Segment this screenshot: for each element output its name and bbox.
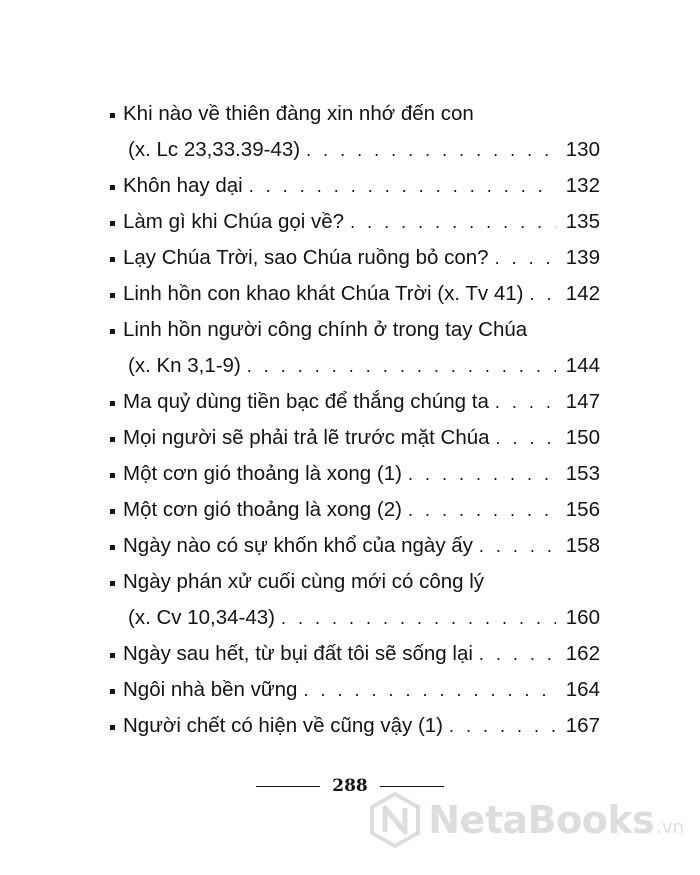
toc-line xyxy=(110,672,600,708)
toc-entry xyxy=(110,240,600,276)
bullet-square-icon xyxy=(110,401,115,406)
toc-entry xyxy=(110,528,600,564)
toc-entry xyxy=(110,96,600,168)
toc-line xyxy=(110,600,600,636)
bullet-square-icon xyxy=(110,293,115,298)
toc-entry xyxy=(110,672,600,708)
toc-entry-title: Lạy Chúa Trời, sao Chúa ruồng bỏ con? xyxy=(123,246,489,269)
watermark-brand: NetaBooks xyxy=(428,798,655,842)
toc-entry-title: Khi nào về thiên đàng xin nhớ đến con xyxy=(123,102,474,125)
watermark xyxy=(370,792,684,848)
bullet-square-icon xyxy=(110,509,115,514)
toc-entry-title: Khôn hay dại xyxy=(123,174,243,197)
toc-entry-title: Làm gì khi Chúa gọi về? xyxy=(123,210,345,233)
toc-page-number: 164 xyxy=(565,678,600,701)
toc-entry-title: Một cơn gió thoảng là xong (2) xyxy=(123,498,402,521)
dot-leader xyxy=(495,384,556,420)
netabooks-n-logo-icon xyxy=(370,792,420,848)
toc-line xyxy=(110,564,600,600)
dot-leader xyxy=(249,168,556,204)
bullet-square-icon xyxy=(110,221,115,226)
toc-line xyxy=(110,348,600,384)
toc-entry xyxy=(110,384,600,420)
toc-page-number: 130 xyxy=(565,138,600,161)
dot-leader xyxy=(281,600,556,636)
toc-line xyxy=(110,204,600,240)
toc-entry xyxy=(110,276,600,312)
bullet-square-icon xyxy=(110,653,115,658)
toc-entry-title: Ma quỷ dùng tiền bạc để thắng chúng ta xyxy=(123,390,489,413)
toc-entry-title: Linh hồn con khao khát Chúa Trời (x. Tv 41) xyxy=(123,282,524,305)
toc-line xyxy=(110,96,600,132)
dot-leader xyxy=(496,420,556,456)
toc-line xyxy=(110,636,600,672)
toc-page-number: 135 xyxy=(565,210,600,233)
dot-leader xyxy=(306,132,556,168)
toc-page-number: 139 xyxy=(565,246,600,269)
page-number: 288 xyxy=(332,776,368,796)
toc-entry-title: (x. Cv 10,34-43) xyxy=(128,606,275,629)
toc-entry xyxy=(110,168,600,204)
footer-rule-left xyxy=(256,786,320,787)
bullet-square-icon xyxy=(110,689,115,694)
toc-entry-title: (x. Kn 3,1-9) xyxy=(128,354,241,377)
bullet-square-icon xyxy=(110,257,115,262)
table-of-contents xyxy=(110,96,600,744)
toc-entry-title: Mọi người sẽ phải trả lẽ trước mặt Chúa xyxy=(123,426,490,449)
dot-leader xyxy=(530,276,556,312)
toc-line xyxy=(110,708,600,744)
toc-line xyxy=(110,312,600,348)
toc-entry xyxy=(110,456,600,492)
toc-line xyxy=(110,276,600,312)
toc-entry xyxy=(110,204,600,240)
dot-leader xyxy=(479,636,556,672)
bullet-square-icon xyxy=(110,581,115,586)
toc-line xyxy=(110,168,600,204)
toc-line xyxy=(110,132,600,168)
dot-leader xyxy=(247,348,556,384)
bullet-square-icon xyxy=(110,113,115,118)
toc-page-number: 158 xyxy=(565,534,600,557)
toc-entry-title: (x. Lc 23,33.39-43) xyxy=(128,138,301,161)
watermark-suffix: .vn xyxy=(656,816,684,838)
toc-line xyxy=(110,240,600,276)
toc-entry-title: Ngày nào có sự khốn khổ của ngày ấy xyxy=(123,534,473,557)
toc-page-number: 142 xyxy=(565,282,600,305)
toc-page-number: 147 xyxy=(565,390,600,413)
toc-line xyxy=(110,528,600,564)
bullet-square-icon xyxy=(110,545,115,550)
toc-entry-title: Người chết có hiện về cũng vậy (1) xyxy=(123,714,444,737)
toc-entry-title: Ngày phán xử cuối cùng mới có công lý xyxy=(123,570,485,593)
dot-leader xyxy=(408,492,556,528)
dot-leader xyxy=(350,204,556,240)
toc-page-number: 167 xyxy=(565,714,600,737)
dot-leader xyxy=(303,672,556,708)
toc-page-number: 156 xyxy=(565,498,600,521)
toc-line xyxy=(110,384,600,420)
bullet-square-icon xyxy=(110,473,115,478)
toc-page-number: 150 xyxy=(565,426,600,449)
toc-entry xyxy=(110,312,600,384)
toc-entry xyxy=(110,708,600,744)
toc-entry-title: Linh hồn người công chính ở trong tay Chúa xyxy=(123,318,528,341)
dot-leader xyxy=(449,708,556,744)
bullet-square-icon xyxy=(110,329,115,334)
toc-entry xyxy=(110,492,600,528)
toc-page-number: 132 xyxy=(565,174,600,197)
dot-leader xyxy=(495,240,556,276)
toc-line xyxy=(110,456,600,492)
footer-rule-right xyxy=(380,786,444,787)
dot-leader xyxy=(479,528,556,564)
toc-entry xyxy=(110,420,600,456)
toc-line xyxy=(110,492,600,528)
toc-entry-title: Ngôi nhà bền vững xyxy=(123,678,298,701)
toc-page-number: 160 xyxy=(565,606,600,629)
bullet-square-icon xyxy=(110,725,115,730)
toc-entry-title: Một cơn gió thoảng là xong (1) xyxy=(123,462,402,485)
toc-line xyxy=(110,420,600,456)
toc-page-number: 153 xyxy=(565,462,600,485)
bullet-square-icon xyxy=(110,437,115,442)
toc-entry-title: Ngày sau hết, từ bụi đất tôi sẽ sống lại xyxy=(123,642,473,665)
toc-page-number: 162 xyxy=(565,642,600,665)
bullet-square-icon xyxy=(110,185,115,190)
toc-page-number: 144 xyxy=(565,354,600,377)
toc-entry xyxy=(110,636,600,672)
dot-leader xyxy=(408,456,556,492)
toc-entry xyxy=(110,564,600,636)
